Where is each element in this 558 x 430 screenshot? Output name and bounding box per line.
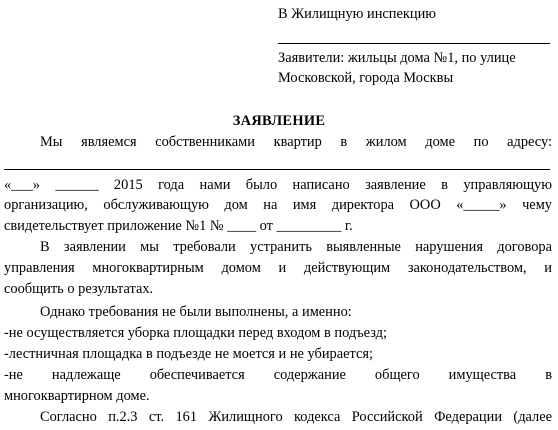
header-recipient: В Жилищную инспекцию <box>278 6 437 22</box>
body-line-12: многоквартирном доме. <box>4 388 150 404</box>
document-title: ЗАЯВЛЕНИЕ <box>232 113 326 129</box>
body-line-3: организацию, обслуживающую дом на имя директора ООО «_____» чему <box>4 197 552 213</box>
body-line-4: свидетельствует приложение №1 № ____ от _________ г. <box>4 218 353 234</box>
body-line-13: Согласно п.2.3 ст. 161 Жилищного кодекса Российской Федерации (далее <box>40 409 552 425</box>
body-line-5: В заявлении мы требовали устранить выявленные нарушения договора <box>40 239 552 255</box>
body-line-6: управления многоквартирным домом и действующим законодательством, и <box>4 260 552 276</box>
body-line-2: «___» ______ 2015 года нами было написано заявление в управляющую <box>4 177 552 193</box>
header-applicants-line2: Московской, города Москвы <box>278 70 454 86</box>
body-line-10: -лестничная площадка в подъезде не моется и не убирается; <box>4 346 373 362</box>
body-line-8: Однако требования не были выполнены, а именно: <box>40 304 352 320</box>
body-line-11: -не надлежаще обеспечивается содержание общего имущества в <box>4 367 552 383</box>
header-applicants-line1: Заявители: жильцы дома №1, по улице <box>278 50 516 66</box>
header-underline <box>278 43 550 44</box>
address-underline <box>4 169 550 170</box>
body-line-9: -не осуществляется уборка площадки перед входом в подъезд; <box>4 325 387 341</box>
body-line-1: Мы являемся собственниками квартир в жилом доме по адресу: <box>40 134 552 150</box>
body-line-7: сообщить о результатах. <box>4 281 154 297</box>
